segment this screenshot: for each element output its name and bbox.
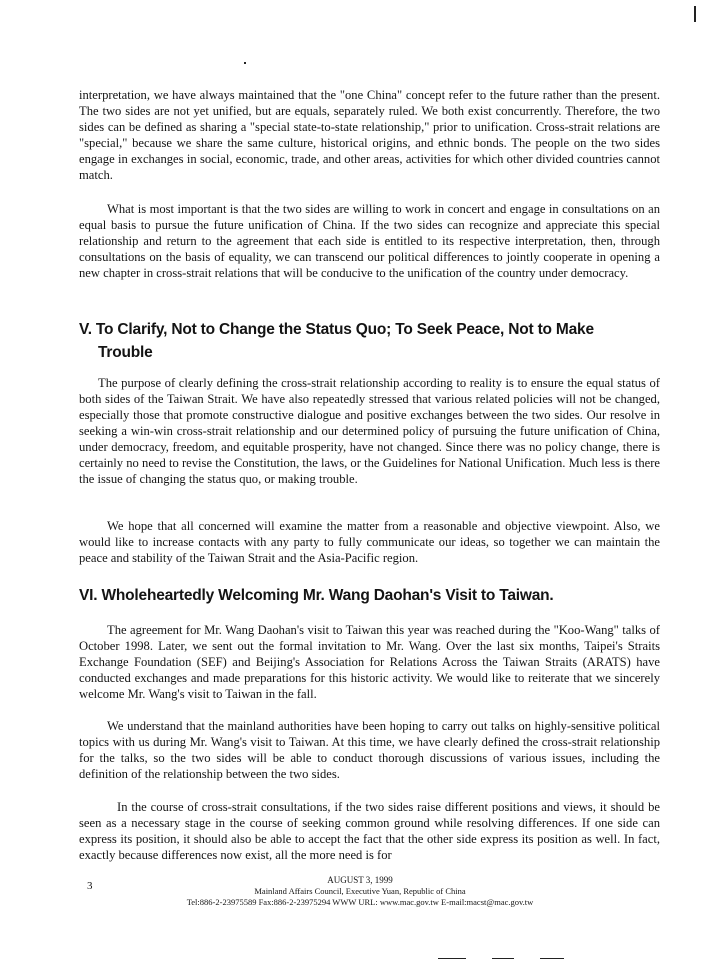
scan-line-mark — [438, 958, 466, 959]
scan-line-mark — [492, 958, 514, 959]
section-heading-line-2: Trouble — [98, 344, 153, 361]
scan-line-mark — [540, 958, 564, 959]
footer-organization: Mainland Affairs Council, Executive Yuan, Republic of China — [254, 886, 466, 896]
paragraph-we-hope: We hope that all concerned will examine the matter from a reasonable and objective viewpoint. Also, we would like to increase contacts with any party to fully communicate our ideas, so together we can maintain the peace and stability of the Taiwan Strait and the Asia-Pacific region. — [79, 519, 660, 565]
page-footer — [180, 875, 540, 908]
paragraph-special-relationship: interpretation, we have always maintained that the "one China" concept refer to the future rather than the present. The two sides are not yet unified, but are equals, separately ruled. We both exist concurrently. Therefore, the two sides can be defined as sharing a "special state-to-state relationship," prior to unification. Cross-strait relations are "special," because we share the same culture, historical origins, and ethnic bonds. The people on the two sides engage in exchanges in social, economic, trade, and other areas, activities for which other divided countries cannot match. — [79, 88, 660, 182]
scan-speck — [244, 62, 246, 64]
paragraph-agreement: The agreement for Mr. Wang Daohan's visit to Taiwan this year was reached during the "Koo-Wang" talks of October 1998. Later, we sent out the formal invitation to Mr. Wang. Over the last six months, Taipei's Straits Exchange Foundation (SEF) and Beijing's Association for Relations Across the Taiwan Straits (ARATS) have conducted exchanges and made preparations for this historic activity. We would like to reiterate that we sincerely welcome Mr. Wang's visit to Taiwan in the fall. — [79, 623, 660, 701]
scan-edge-mark — [694, 6, 696, 22]
footer-date: AUGUST 3, 1999 — [327, 875, 393, 885]
paragraph-consultations: In the course of cross-strait consultations, if the two sides raise different positions and views, it should be seen as a necessary stage in the course of seeking common ground while resolving differences. If one side can express its position, it should also be able to accept the fact that the other side express its position as well. In fact, exactly because differences now exist, all the more need is for — [79, 800, 660, 862]
page-number: 3 — [87, 880, 93, 892]
section-heading-status-quo — [79, 318, 679, 364]
paragraph-purpose: The purpose of clearly defining the cross-strait relationship according to reality is to ensure the equal status of both sides of the Taiwan Strait. We have also repeatedly stressed that various related policies will not be changed, especially those that promote constructive dialogue and positive exchanges between the two sides. Our resolve in seeking a win-win cross-strait relationship and our determined policy of pursuing the future unification of China, under democracy, freedom, and equitable prosperity, have not changed. Since there was no policy change, there is certainly no need to revise the Constitution, the laws, or the Guidelines for National Unification. Much less is there the issue of changing the status quo, or making trouble. — [79, 376, 660, 486]
section-heading-wang-visit: VI. Wholeheartedly Welcoming Mr. Wang Daohan's Visit to Taiwan. — [79, 587, 554, 604]
paragraph-work-in-concert: What is most important is that the two sides are willing to work in concert and engage in consultations on an equal basis to pursue the future unification of China. If the two sides can recognize and appreciate this special relationship and return to the agreement that each side is entitled to its respective interpretation, then, through consultations on the basis of equality, we can transcend our political differences to jointly cooperate in opening a new chapter in cross-strait relations that will be conducive to the unification of the country under democracy. — [79, 202, 660, 280]
section-heading-line-1: V. To Clarify, Not to Change the Status Quo; To Seek Peace, Not to Make — [79, 321, 594, 338]
footer-contact: Tel:886-2-23975589 Fax:886-2-23975294 WWW URL: www.mac.gov.tw E-mail:macst@mac.gov.tw — [186, 897, 534, 907]
paragraph-understand: We understand that the mainland authorities have been hoping to carry out talks on highly-sensitive political topics with us during Mr. Wang's visit to Taiwan. At this time, we have clearly defined the cross-strait relationship for the talks, so the two sides will be able to conduct thorough discussions of various issues, including the definition of the relationship between the two sides. — [79, 719, 660, 781]
